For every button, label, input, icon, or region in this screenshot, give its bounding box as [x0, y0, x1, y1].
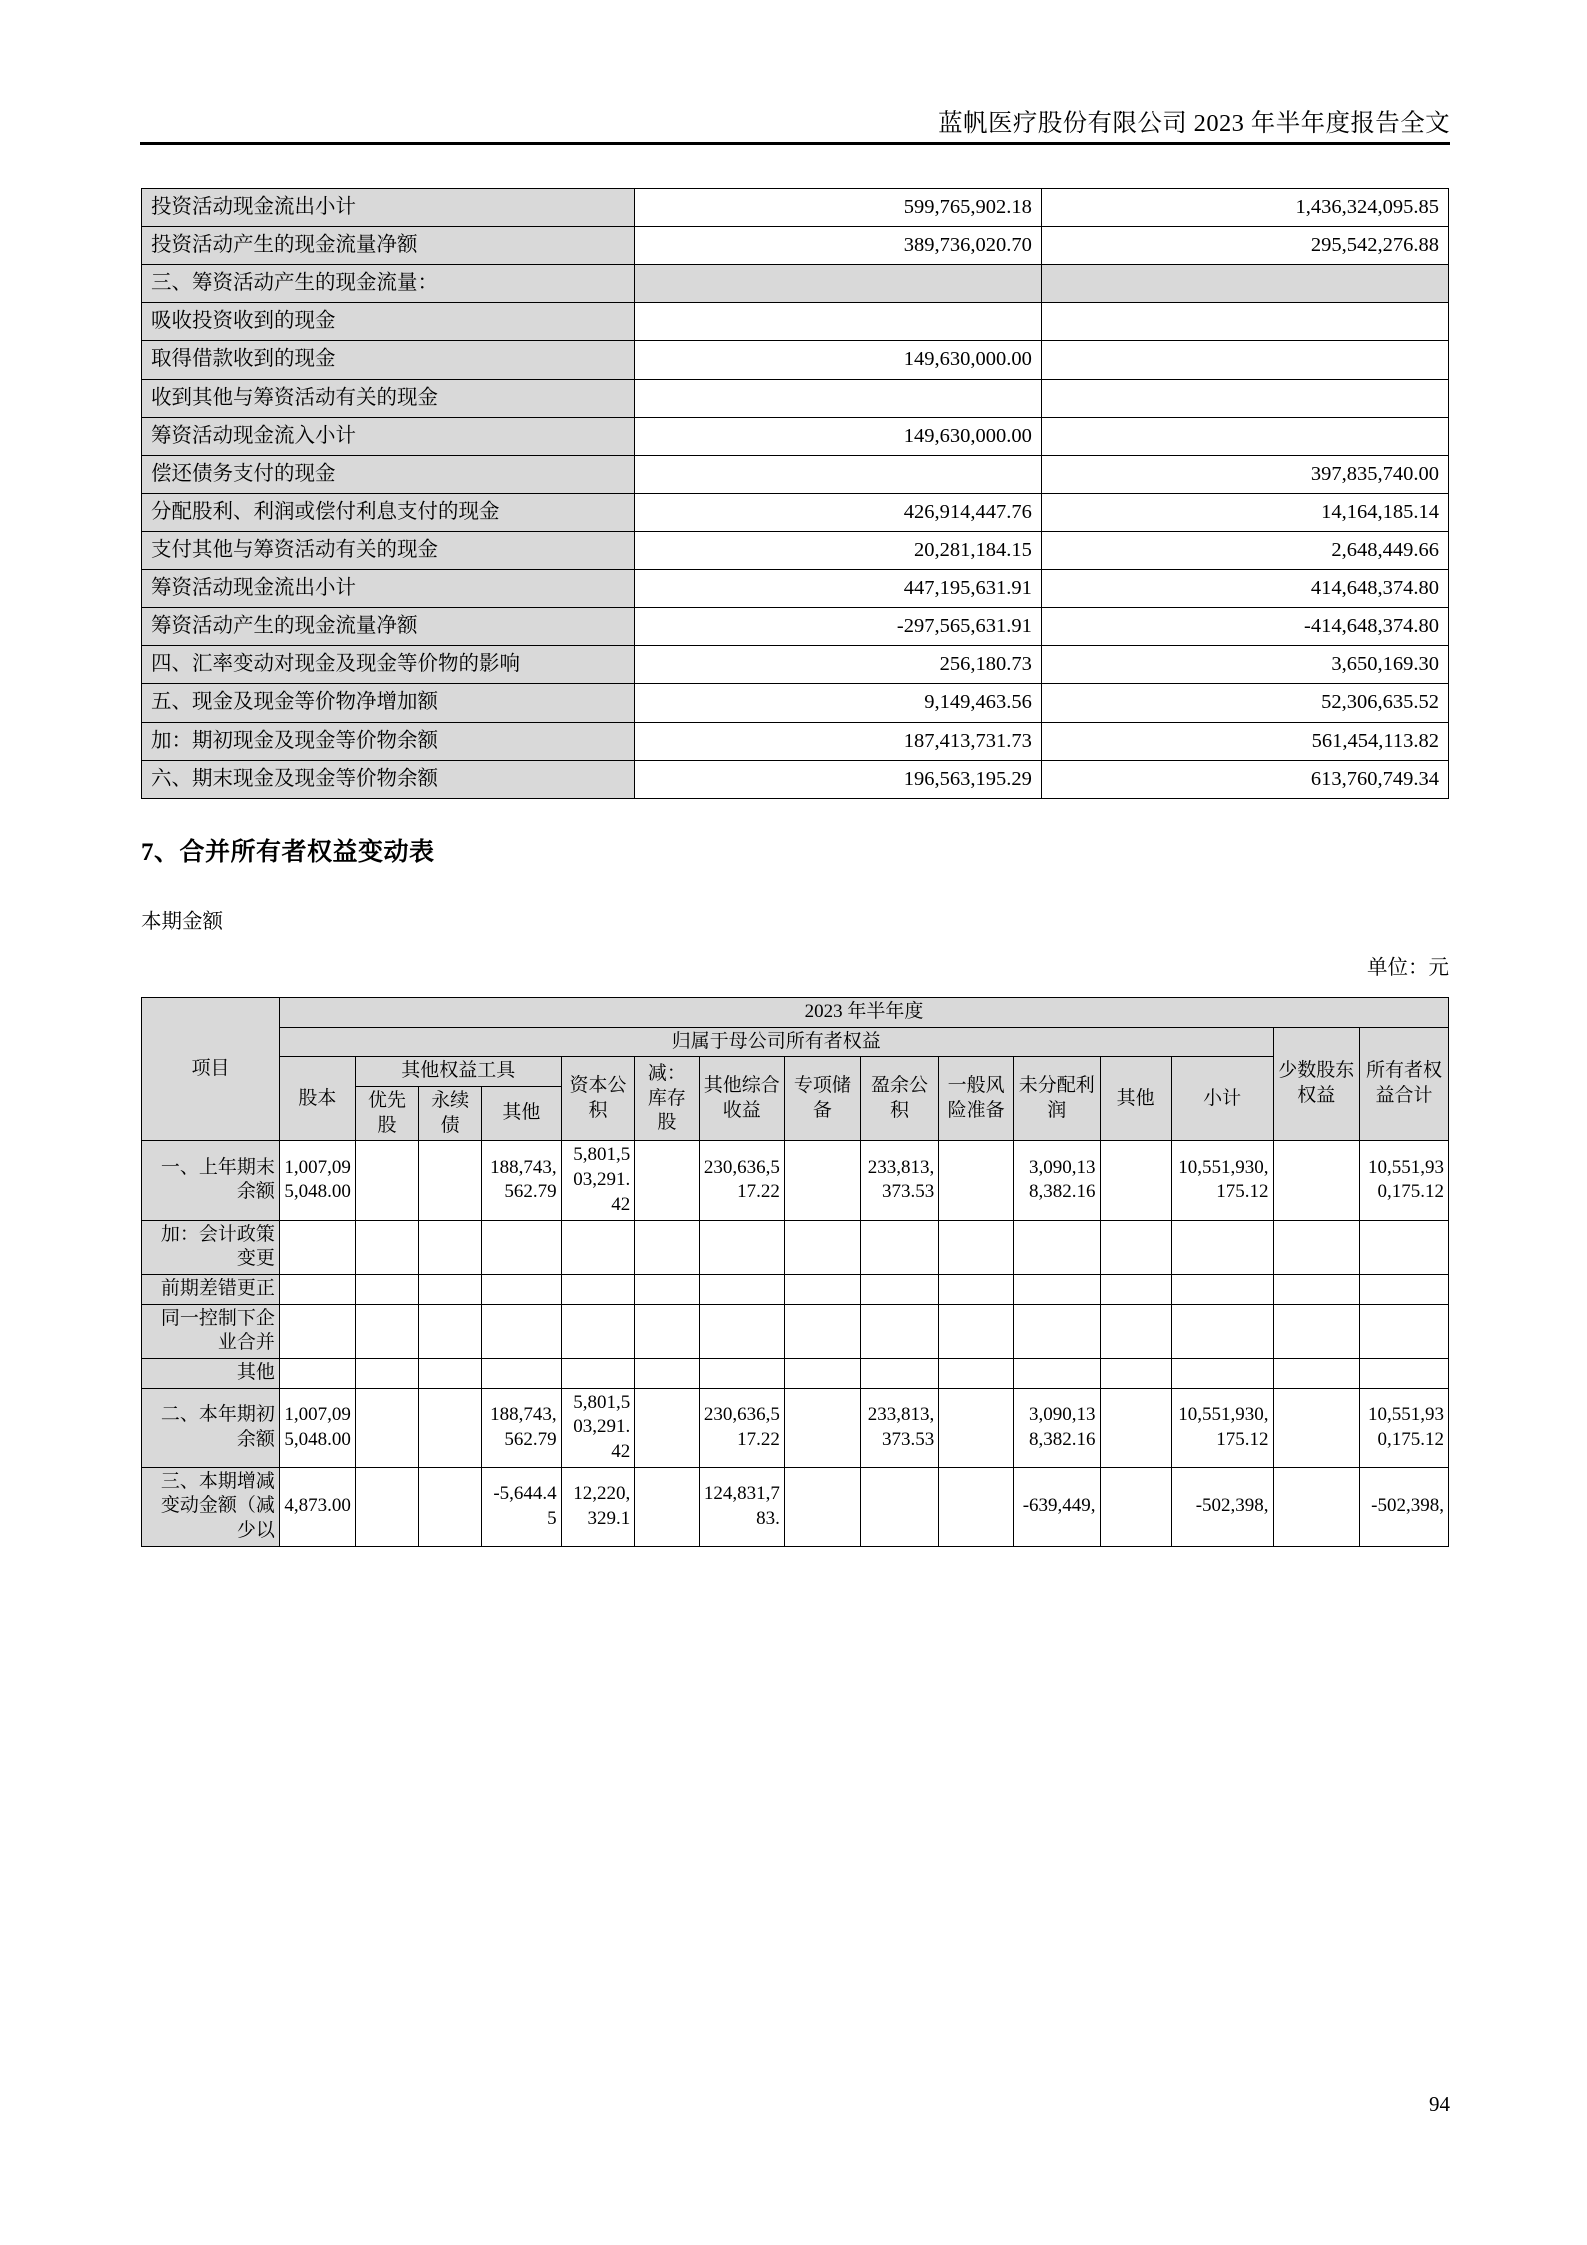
parent-equity-header: 归属于母公司所有者权益 — [279, 1027, 1273, 1057]
equity-table-head — [142, 998, 1449, 1141]
cash-flow-current-period-value — [634, 303, 1041, 341]
equity-cell-value — [860, 1304, 938, 1358]
table-row — [142, 570, 1449, 608]
equity-cell-value — [1100, 1304, 1171, 1358]
equity-cell-value — [1273, 1358, 1360, 1388]
cash-flow-prior-period-value: 2,648,449.66 — [1041, 531, 1448, 569]
equity-cell-value — [1100, 1358, 1171, 1388]
equity-cell-value — [699, 1274, 784, 1304]
equity-cell-value — [784, 1141, 860, 1220]
equity-cell-value — [1360, 1274, 1449, 1304]
equity-cell-value — [482, 1304, 561, 1358]
cash-flow-row-label: 三、筹资活动产生的现金流量： — [142, 265, 635, 303]
col-header-share-capital: 股本 — [279, 1057, 355, 1141]
unit-note: 单位：元 — [1367, 957, 1449, 979]
equity-cell-value — [1014, 1304, 1101, 1358]
cash-flow-row-label: 收到其他与筹资活动有关的现金 — [142, 379, 635, 417]
cash-flow-row-label: 五、现金及现金等价物净增加额 — [142, 684, 635, 722]
equity-cell-value — [860, 1274, 938, 1304]
cash-flow-prior-period-value — [1041, 303, 1448, 341]
col-header-special-reserve: 专项储备 — [784, 1057, 860, 1141]
cash-flow-row-label: 筹资活动现金流入小计 — [142, 417, 635, 455]
table-row — [142, 531, 1449, 569]
equity-cell-value — [635, 1220, 699, 1274]
col-header-capital-reserve: 资本公积 — [561, 1057, 635, 1141]
equity-cell-value — [860, 1358, 938, 1388]
equity-header-row-parent — [142, 1027, 1449, 1057]
equity-cell-value — [784, 1220, 860, 1274]
equity-change-statement-table — [141, 997, 1449, 1547]
equity-cell-value — [561, 1220, 635, 1274]
equity-cell-value — [355, 1388, 418, 1467]
equity-cell-value — [419, 1274, 482, 1304]
equity-cell-value: 230,636,517.22 — [699, 1388, 784, 1467]
equity-cell-value — [482, 1274, 561, 1304]
equity-cell-value — [1171, 1274, 1273, 1304]
table-row — [142, 341, 1449, 379]
equity-cell-value — [1273, 1388, 1360, 1467]
table-row — [142, 1141, 1449, 1220]
table-row — [142, 1467, 1449, 1546]
equity-cell-value — [1100, 1274, 1171, 1304]
col-header-perpetual: 永续债 — [419, 1087, 482, 1141]
table-row — [142, 760, 1449, 798]
equity-cell-value — [419, 1220, 482, 1274]
table-row — [142, 189, 1449, 227]
equity-cell-value — [1273, 1274, 1360, 1304]
equity-cell-value — [355, 1358, 418, 1388]
equity-cell-value: 188,743,562.79 — [482, 1388, 561, 1467]
equity-cell-value — [419, 1388, 482, 1467]
col-header-minority: 少数股东权益 — [1273, 1027, 1360, 1141]
equity-cell-value: 3,090,138,382.16 — [1014, 1141, 1101, 1220]
equity-cell-value — [860, 1467, 938, 1546]
equity-cell-value: -502,398, — [1171, 1467, 1273, 1546]
table-row — [142, 684, 1449, 722]
col-header-general-risk: 一般风险准备 — [939, 1057, 1014, 1141]
equity-cell-value — [939, 1304, 1014, 1358]
equity-cell-value: 10,551,930,175.12 — [1171, 1388, 1273, 1467]
equity-cell-value — [355, 1141, 418, 1220]
equity-cell-value — [355, 1467, 418, 1546]
equity-cell-value — [1014, 1274, 1101, 1304]
equity-cell-value — [561, 1358, 635, 1388]
equity-cell-value — [1360, 1358, 1449, 1388]
cash-flow-statement-table — [141, 188, 1449, 799]
cash-flow-prior-period-value: 52,306,635.52 — [1041, 684, 1448, 722]
equity-cell-value — [482, 1358, 561, 1388]
table-row — [142, 417, 1449, 455]
equity-cell-value — [784, 1388, 860, 1467]
cash-flow-current-period-value: 9,149,463.56 — [634, 684, 1041, 722]
equity-cell-value — [1171, 1304, 1273, 1358]
equity-cell-value — [939, 1274, 1014, 1304]
cash-flow-current-period-value — [634, 379, 1041, 417]
cash-flow-prior-period-value: -414,648,374.80 — [1041, 608, 1448, 646]
equity-cell-value: 10,551,930,175.12 — [1360, 1141, 1449, 1220]
page-header-title: 蓝帆医疗股份有限公司 2023 年半年度报告全文 — [938, 110, 1450, 137]
cash-flow-prior-period-value: 414,648,374.80 — [1041, 570, 1448, 608]
equity-cell-value: 10,551,930,175.12 — [1360, 1388, 1449, 1467]
col-header-retained: 未分配利润 — [1014, 1057, 1101, 1141]
section-subnote: 本期金额 — [141, 911, 223, 933]
equity-row-label: 同一控制下企业合并 — [142, 1304, 280, 1358]
cash-flow-current-period-value: 149,630,000.00 — [634, 417, 1041, 455]
equity-cell-value — [635, 1467, 699, 1546]
table-row — [142, 1274, 1449, 1304]
equity-cell-value — [355, 1274, 418, 1304]
equity-cell-value: 1,007,095,048.00 — [279, 1388, 355, 1467]
equity-cell-value — [279, 1304, 355, 1358]
equity-cell-value: 5,801,503,291.42 — [561, 1141, 635, 1220]
equity-cell-value: -5,644.45 — [482, 1467, 561, 1546]
equity-cell-value — [279, 1358, 355, 1388]
col-header-other-equity-group: 其他权益工具 — [355, 1057, 561, 1087]
cash-flow-prior-period-value — [1041, 379, 1448, 417]
equity-cell-value — [635, 1304, 699, 1358]
cash-flow-row-label: 投资活动现金流出小计 — [142, 189, 635, 227]
equity-cell-value — [635, 1141, 699, 1220]
cash-flow-prior-period-value: 1,436,324,095.85 — [1041, 189, 1448, 227]
table-row — [142, 265, 1449, 303]
cash-flow-current-period-value: 20,281,184.15 — [634, 531, 1041, 569]
equity-cell-value: 4,873.00 — [279, 1467, 355, 1546]
equity-header-row-group — [142, 1057, 1449, 1087]
equity-cell-value — [1014, 1358, 1101, 1388]
cash-flow-current-period-value: 187,413,731.73 — [634, 722, 1041, 760]
equity-cell-value — [784, 1274, 860, 1304]
equity-cell-value — [279, 1220, 355, 1274]
equity-row-label: 其他 — [142, 1358, 280, 1388]
equity-cell-value — [939, 1467, 1014, 1546]
cash-flow-prior-period-value: 397,835,740.00 — [1041, 455, 1448, 493]
equity-cell-value — [1100, 1467, 1171, 1546]
equity-cell-value — [784, 1358, 860, 1388]
col-header-other: 其他 — [1100, 1057, 1171, 1141]
equity-cell-value: 3,090,138,382.16 — [1014, 1388, 1101, 1467]
equity-cell-value — [279, 1274, 355, 1304]
equity-cell-value — [482, 1220, 561, 1274]
equity-cell-value — [784, 1304, 860, 1358]
equity-cell-value — [939, 1141, 1014, 1220]
cash-flow-row-label: 四、汇率变动对现金及现金等价物的影响 — [142, 646, 635, 684]
cash-flow-row-label: 偿还债务支付的现金 — [142, 455, 635, 493]
table-row — [142, 646, 1449, 684]
equity-cell-value — [561, 1304, 635, 1358]
equity-cell-value — [699, 1304, 784, 1358]
table-row — [142, 493, 1449, 531]
equity-cell-value — [939, 1220, 1014, 1274]
equity-cell-value: 124,831,783. — [699, 1467, 784, 1546]
equity-cell-value — [1100, 1388, 1171, 1467]
cash-flow-prior-period-value: 295,542,276.88 — [1041, 227, 1448, 265]
cash-flow-current-period-value — [634, 265, 1041, 303]
cash-flow-row-label: 筹资活动产生的现金流量净额 — [142, 608, 635, 646]
equity-cell-value — [1171, 1358, 1273, 1388]
equity-cell-value: 12,220,329.1 — [561, 1467, 635, 1546]
cash-flow-prior-period-value — [1041, 265, 1448, 303]
header-divider — [140, 142, 1450, 145]
equity-cell-value — [1360, 1304, 1449, 1358]
cash-flow-current-period-value: 599,765,902.18 — [634, 189, 1041, 227]
equity-cell-value — [1273, 1141, 1360, 1220]
equity-cell-value: 233,813,373.53 — [860, 1388, 938, 1467]
equity-row-label: 一、上年期末余额 — [142, 1141, 280, 1220]
table-row — [142, 379, 1449, 417]
equity-cell-value — [784, 1467, 860, 1546]
cash-flow-row-label: 六、期末现金及现金等价物余额 — [142, 760, 635, 798]
table-row — [142, 1358, 1449, 1388]
cash-flow-row-label: 吸收投资收到的现金 — [142, 303, 635, 341]
cash-flow-current-period-value: 256,180.73 — [634, 646, 1041, 684]
cash-flow-row-label: 筹资活动现金流出小计 — [142, 570, 635, 608]
cash-flow-prior-period-value: 561,454,113.82 — [1041, 722, 1448, 760]
cash-flow-current-period-value: 426,914,447.76 — [634, 493, 1041, 531]
equity-cell-value — [1100, 1220, 1171, 1274]
cash-flow-row-label: 分配股利、利润或偿付利息支付的现金 — [142, 493, 635, 531]
equity-cell-value — [1360, 1220, 1449, 1274]
cash-flow-row-label: 加：期初现金及现金等价物余额 — [142, 722, 635, 760]
table-row — [142, 1388, 1449, 1467]
cash-flow-prior-period-value: 613,760,749.34 — [1041, 760, 1448, 798]
equity-cell-value: 188,743,562.79 — [482, 1141, 561, 1220]
equity-table-body — [142, 1141, 1449, 1546]
equity-cell-value: 230,636,517.22 — [699, 1141, 784, 1220]
equity-cell-value: -639,449, — [1014, 1467, 1101, 1546]
cash-flow-prior-period-value — [1041, 417, 1448, 455]
col-header-treasury: 减：库存股 — [635, 1057, 699, 1141]
equity-cell-value — [1273, 1304, 1360, 1358]
equity-cell-value — [1273, 1220, 1360, 1274]
table-row — [142, 1304, 1449, 1358]
equity-cell-value — [355, 1304, 418, 1358]
equity-cell-value — [1100, 1141, 1171, 1220]
col-header-total: 所有者权益合计 — [1360, 1027, 1449, 1141]
cash-flow-table-body — [142, 189, 1449, 799]
cash-flow-row-label: 投资活动产生的现金流量净额 — [142, 227, 635, 265]
equity-row-label: 三、本期增减变动金额（减少以 — [142, 1467, 280, 1546]
equity-cell-value — [635, 1274, 699, 1304]
equity-cell-value: 5,801,503,291.42 — [561, 1388, 635, 1467]
cash-flow-current-period-value: 149,630,000.00 — [634, 341, 1041, 379]
cash-flow-prior-period-value: 14,164,185.14 — [1041, 493, 1448, 531]
equity-cell-value: -502,398, — [1360, 1467, 1449, 1546]
equity-cell-value: 10,551,930,175.12 — [1171, 1141, 1273, 1220]
table-row — [142, 1220, 1449, 1274]
equity-row-label: 前期差错更正 — [142, 1274, 280, 1304]
equity-cell-value — [561, 1274, 635, 1304]
equity-cell-value — [1171, 1220, 1273, 1274]
col-header-surplus-reserve: 盈余公积 — [860, 1057, 938, 1141]
cash-flow-current-period-value: -297,565,631.91 — [634, 608, 1041, 646]
equity-cell-value — [419, 1304, 482, 1358]
equity-cell-value — [699, 1220, 784, 1274]
equity-cell-value — [419, 1467, 482, 1546]
table-row — [142, 303, 1449, 341]
cash-flow-prior-period-value — [1041, 341, 1448, 379]
equity-cell-value — [635, 1388, 699, 1467]
cash-flow-row-label: 取得借款收到的现金 — [142, 341, 635, 379]
table-row — [142, 455, 1449, 493]
equity-cell-value — [419, 1358, 482, 1388]
equity-cell-value — [1014, 1220, 1101, 1274]
table-row — [142, 227, 1449, 265]
equity-cell-value — [939, 1358, 1014, 1388]
equity-cell-value — [1273, 1467, 1360, 1546]
section-heading: 7、合并所有者权益变动表 — [141, 839, 435, 866]
equity-row-label: 加：会计政策变更 — [142, 1220, 280, 1274]
table-row — [142, 722, 1449, 760]
cash-flow-current-period-value: 389,736,020.70 — [634, 227, 1041, 265]
col-header-oci: 其他综合收益 — [699, 1057, 784, 1141]
equity-row-label: 二、本年期初余额 — [142, 1388, 280, 1467]
equity-cell-value — [939, 1388, 1014, 1467]
cash-flow-current-period-value — [634, 455, 1041, 493]
equity-cell-value: 233,813,373.53 — [860, 1141, 938, 1220]
page-number: 94 — [1429, 2092, 1450, 2116]
equity-cell-value — [699, 1358, 784, 1388]
equity-cell-value — [419, 1141, 482, 1220]
equity-cell-value — [635, 1358, 699, 1388]
period-header: 2023 年半年度 — [279, 998, 1448, 1028]
cash-flow-current-period-value: 447,195,631.91 — [634, 570, 1041, 608]
equity-cell-value — [860, 1220, 938, 1274]
col-header-preferred: 优先股 — [355, 1087, 418, 1141]
equity-header-row-period — [142, 998, 1449, 1028]
col-header-item: 项目 — [142, 998, 280, 1141]
equity-cell-value — [355, 1220, 418, 1274]
equity-cell-value: 1,007,095,048.00 — [279, 1141, 355, 1220]
col-header-other-instrument: 其他 — [482, 1087, 561, 1141]
col-header-subtotal: 小计 — [1171, 1057, 1273, 1141]
table-row — [142, 608, 1449, 646]
cash-flow-row-label: 支付其他与筹资活动有关的现金 — [142, 531, 635, 569]
cash-flow-current-period-value: 196,563,195.29 — [634, 760, 1041, 798]
cash-flow-prior-period-value: 3,650,169.30 — [1041, 646, 1448, 684]
